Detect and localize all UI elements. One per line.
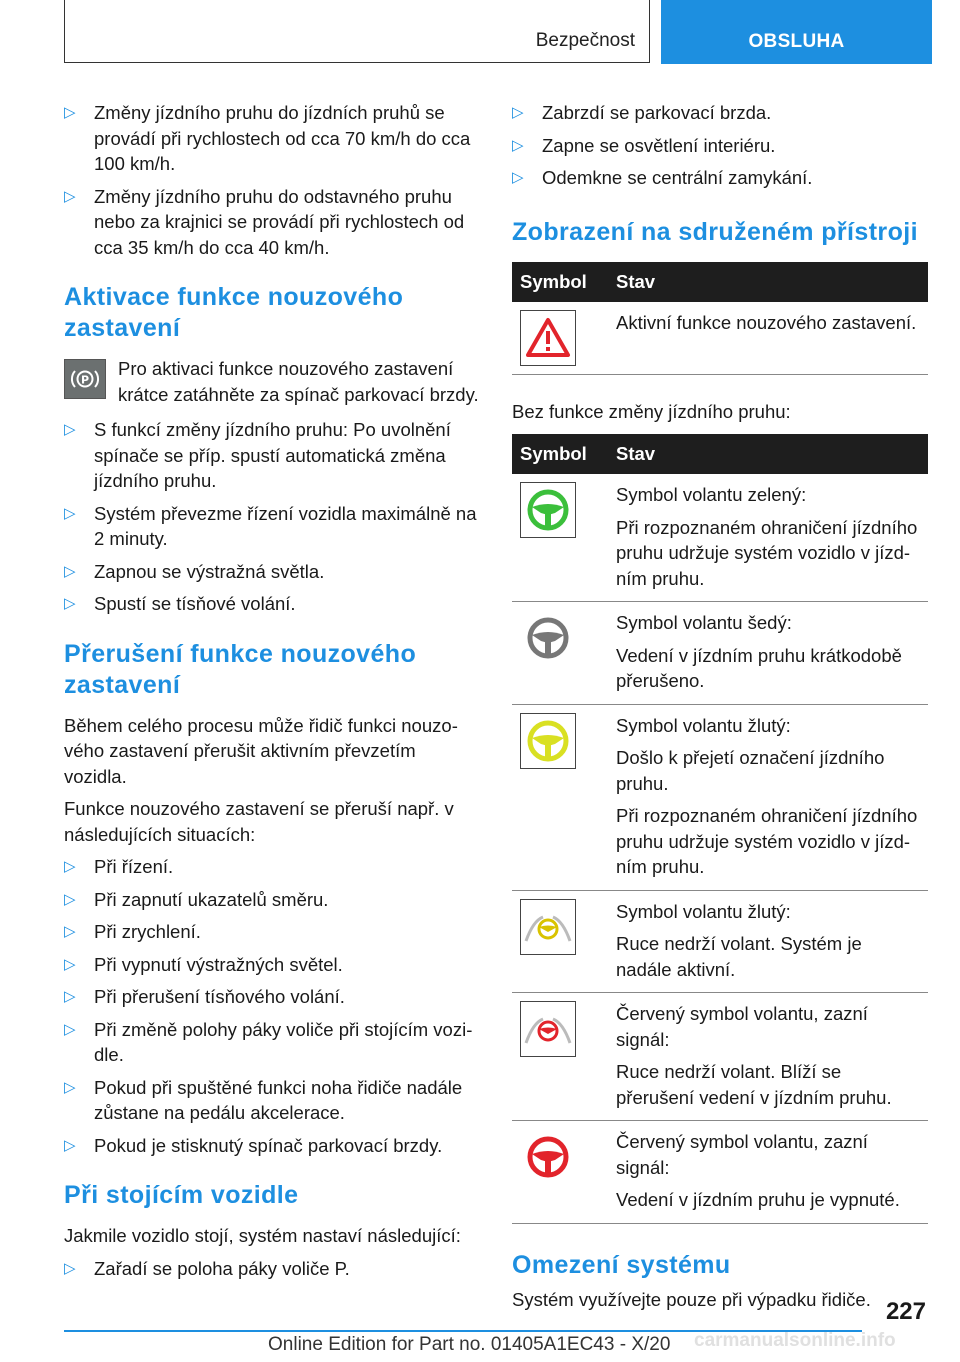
header-chapter-tab: OBSLUHA [661,0,932,64]
state-text: Při rozpoznaném ohraničení jízdního pruhu udržuje systém vozidlo v jízdním pruhu. [616,805,918,877]
table-row [512,993,928,1121]
bullet-triangle-icon: ▷ [512,136,524,154]
steering-wheel-yellow-icon [520,713,576,769]
bullet-triangle-icon: ▷ [64,1136,76,1154]
bullet-triangle-icon: ▷ [64,562,76,580]
bullet-triangle-icon: ▷ [64,504,76,522]
hands-off-yellow-icon [520,899,576,955]
page-header [64,0,932,64]
no-lane-change-label: Bez funkce změny jízdního pruhu: [512,400,791,422]
interrupt-paragraph: Během celého procesu může řidič funkci nouzového zastavení přerušit aktivním převzetím vozidla. [64,714,458,787]
parking-brake-switch-icon [64,359,106,399]
list-item: ▷ Zařadí se poloha páky voliče P. [64,1256,482,1282]
interrupt-heading: Přerušení funkce nouzového zastavení [64,639,417,699]
list-item: ▷ Systém převezme řízení vozidla maximálně na 2 minuty. [64,502,477,549]
right-column [512,100,928,1319]
steering-wheel-red-icon [520,1129,576,1185]
display-heading: Zobrazení na sdruženém přístroji [512,217,918,246]
bullet-triangle-icon: ▷ [64,988,76,1005]
bullet-triangle-icon: ▷ [64,1259,76,1277]
bullet-triangle-icon: ▷ [64,595,76,612]
state-text: Vedení v jízdním pruhu krátkodobě přerušeno. [616,644,902,691]
list-item: ▷ Při vypnutí výstražných světel. [64,952,482,978]
state-text: Symbol volantu žlutý: [616,900,791,922]
bullet-triangle-icon: ▷ [64,858,76,875]
left-column [64,100,482,1288]
list-item: ▷ Spustí se tísňové volání. [64,591,482,617]
steering-wheel-green-icon [520,482,576,538]
limits-heading: Omezení systému [512,1250,731,1279]
list-item: ▷ Při přerušení tísňového volání. [64,984,482,1010]
list-item: ▷ Odemkne se centrální zamykání. [512,165,928,191]
state-text: Došlo k přejetí označení jízdního pruhu. [616,747,885,794]
list-item: ▷ Zapnou se výstražná světla. [64,559,482,585]
bullet-triangle-icon: ▷ [64,187,76,205]
table-header-row [512,434,928,474]
bullet-triangle-icon: ▷ [64,421,76,438]
bullet-triangle-icon: ▷ [64,890,76,908]
list-item: ▷ Při zrychlení. [64,919,482,945]
header-section-title: Bezpečnost [535,30,635,51]
limits-text: Systém využívejte pouze při výpadku řidiče. [512,1288,871,1310]
state-text: Symbol volantu zelený: [616,484,807,505]
list-item: ▷ Pokud při spuštěné funkci noha řidiče nadále zůstane na pedálu akcelerace. [64,1076,463,1123]
list-item: ▷ Zabrzdí se parkovací brzda. [512,100,928,126]
header-section-box [64,0,650,63]
bullet-triangle-icon: ▷ [512,104,524,121]
svg-text:P: P [80,373,90,387]
list-item: ▷ Při zapnutí ukazatelů směru. [64,887,482,913]
bullet-triangle-icon: ▷ [512,169,524,186]
table-row [512,302,928,375]
stationary-paragraph: Jakmile vozidlo stojí, systém nastaví následující: [64,1225,461,1246]
list-item: ▷ Při řízení. [64,854,482,880]
table-row [512,890,928,993]
table-row [512,474,928,602]
hands-off-red-icon [520,1001,576,1057]
column-header-symbol: Symbol [512,434,608,474]
steering-wheel-gray-icon [520,610,576,666]
state-text: Symbol volantu šedý: [616,612,792,633]
state-text: Symbol volantu žlutý: [616,714,791,736]
column-header-state: Stav [608,434,928,474]
list-item: ▷ Při změně polohy páky voliče při stojícím vozidle. [64,1018,473,1065]
state-text: Ruce nedrží volant. Systém je nadále aktivní. [616,933,862,980]
warning-triangle-icon [520,310,576,366]
column-header-symbol: Symbol [512,262,608,302]
watermark: carmanualsonline.info [694,1330,896,1351]
list-item: ▷ Změny jízdního pruhu do jízdních pruhů se provádí při rychlostech od cca 70 km/h do cca 100 km/h. [64,102,471,174]
activation-heading: Aktivace funkce nouzového zastavení [64,283,404,342]
bullet-triangle-icon: ▷ [64,104,76,121]
list-item: ▷ Zapne se osvětlení interiéru. [512,133,928,159]
state-text: Aktivní funkce nouzového zastavení. [616,311,917,333]
list-item: ▷ Změny jízdního pruhu do odstavného pruhu nebo za krajnici se provádí při rychlostech od cca 35 km/h do cca 40 km/h. [64,185,465,258]
footer-edition: Online Edition for Part no. 01405A1EC43 - X/20 [268,1334,671,1355]
table-header-row [512,262,928,302]
interrupt-paragraph: Funkce nouzového zastavení se přeruší např. v následujících situacích: [64,798,454,845]
bullet-triangle-icon: ▷ [64,1078,76,1096]
stationary-heading: Při stojícím vozidle [64,1181,299,1209]
bullet-triangle-icon: ▷ [64,955,76,973]
state-text: Vedení v jízdním pruhu je vypnuté. [616,1189,900,1210]
page-number: 227 [885,1298,926,1325]
parking-brake-note [64,356,482,407]
state-text: Při rozpoznaném ohraničení jízdního pruhu udržuje systém vozidlo v jízdním pruhu. [616,516,918,589]
list-item: ▷ Pokud je stisknutý spínač parkovací brzdy. [64,1133,482,1159]
state-text: Červený symbol volantu, zazní signál: [616,1003,868,1050]
symbol-table-lane [512,434,928,1224]
bullet-triangle-icon: ▷ [64,923,76,940]
state-text: Ruce nedrží volant. Blíží se přerušení vedení v jízdním pruhu. [616,1061,892,1108]
bullet-triangle-icon: ▷ [64,1020,76,1038]
column-header-state: Stav [608,262,928,302]
table-row [512,704,928,890]
table-row [512,602,928,705]
state-text: Červený symbol volantu, zazní signál: [616,1131,868,1178]
parking-brake-note-text: Pro aktivaci funkce nouzového zastavení krátce zatáhněte za spínač parkovací brzdy. [118,358,479,405]
table-row [512,1121,928,1224]
symbol-table-emergency [512,262,928,375]
list-item: ▷ S funkcí změny jízdního pruhu: Po uvolnění spínače se příp. spustí automatická změna jízdního pruhu. [64,419,451,491]
